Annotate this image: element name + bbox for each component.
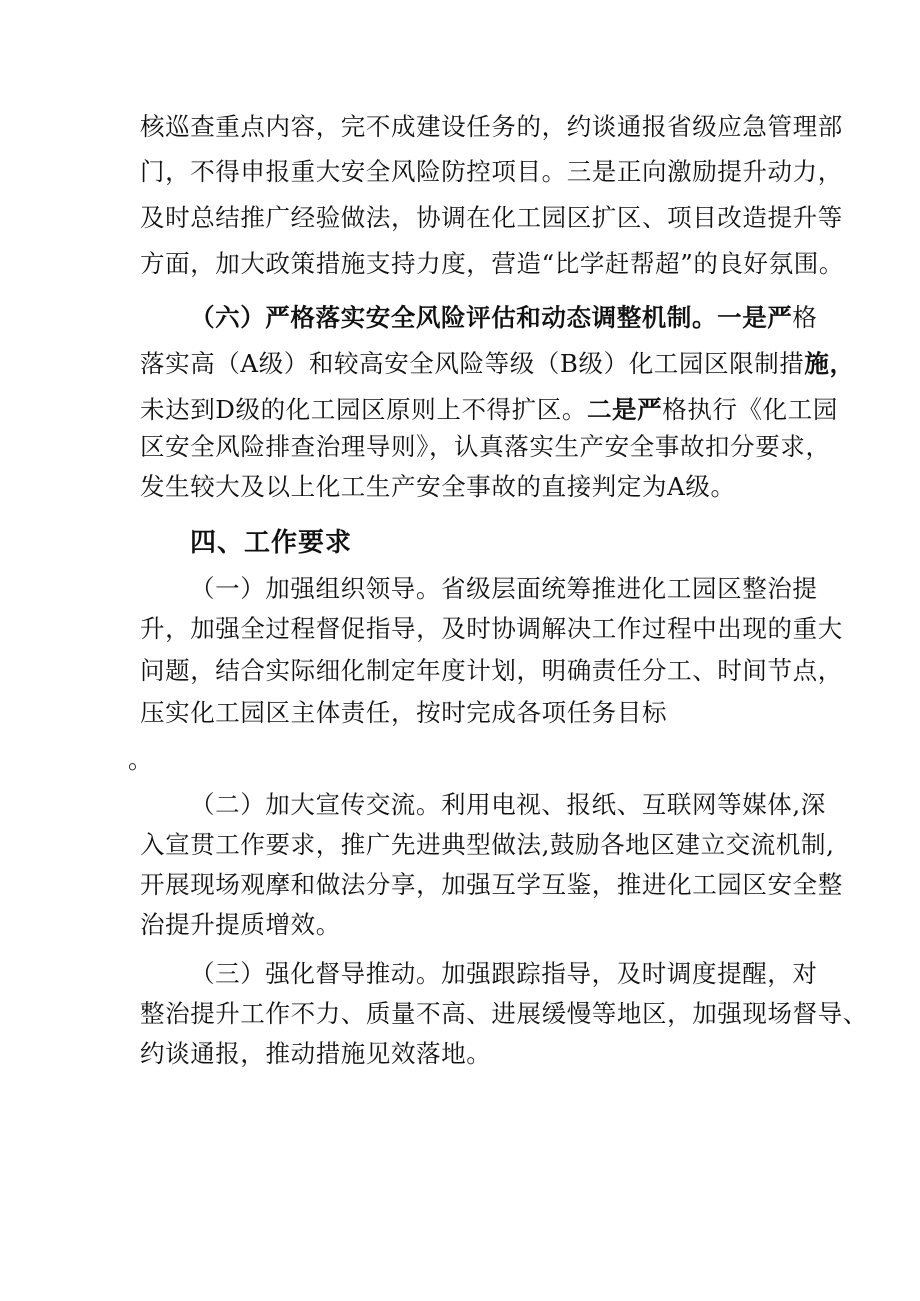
text-line: （三）强化督导推动。加强跟踪指导，及时调度提醒，对: [190, 959, 818, 988]
paragraph-end-mark: 。: [128, 745, 154, 774]
item6-line-4: 区安全风险排查治理导则》，认真落实生产安全事故扣分要求，: [140, 432, 831, 461]
text-line: 压实化工园区主体责任，按时完成各项任务目标: [140, 698, 668, 727]
text-line: 约谈通报，推动措施见效落地。: [140, 1039, 492, 1068]
text-run: 格: [792, 303, 818, 332]
text-run: 落实高（A级）和较高安全风险等级（B级）化工园区限制措: [140, 349, 805, 378]
text-line: 升，加强全过程督促指导，及时协调解决工作过程中出现的重大: [140, 614, 843, 643]
text-line: 入宣贯工作要求，推广先进典型做法,鼓励各地区建立交流机制,: [140, 830, 835, 859]
text-line: 整治提升工作不力、质量不高、进展缓慢等地区，加强现场督导、: [140, 999, 868, 1028]
text-line: 治提升提质增效。: [140, 910, 341, 939]
text-line: （二）加大宣传交流。利用电视、报纸、互联网等媒体,深: [190, 790, 826, 819]
item6-lead-1: 一是严: [717, 303, 793, 332]
text-run: 未达到D级的化工园区原则上不得扩区。: [140, 395, 587, 424]
text-line: 门，不得申报重大安全风险防控项目。三是正向激励提升动力，: [140, 157, 843, 186]
item6-line-5: 发生较大及以上化工生产安全事故的直接判定为A级。: [140, 472, 736, 501]
text-line: 及时总结推广经验做法，协调在化工园区扩区、项目改造提升等: [140, 203, 843, 232]
text-run-bold: 施，: [804, 349, 855, 378]
text-line: 核巡查重点内容，完不成建设任务的，约谈通报省级应急管理部: [140, 112, 843, 141]
text-line: 问题，结合实际细化制定年度计划，明确责任分工、时间节点，: [140, 656, 843, 685]
text-run: 格执行《化工园: [662, 395, 838, 424]
item6-line-1: [190, 303, 818, 333]
text-line: （一）加强组织领导。省级层面统筹推进化工园区整治提: [190, 574, 818, 603]
text-line: 开展现场观摩和做法分享，加强互学互鉴，推进化工园区安全整: [140, 870, 843, 899]
section-heading: 四、工作要求: [190, 528, 353, 558]
item6-title: （六）严格落实安全风险评估和动态调整机制。: [190, 303, 718, 332]
text-line: 方面，加大政策措施支持力度，营造“比学赶帮超”的良好氛围。: [140, 249, 844, 278]
item6-line-3: [140, 395, 838, 425]
item6-lead-2: 二是严: [586, 395, 663, 424]
item6-line-2: [140, 349, 855, 379]
